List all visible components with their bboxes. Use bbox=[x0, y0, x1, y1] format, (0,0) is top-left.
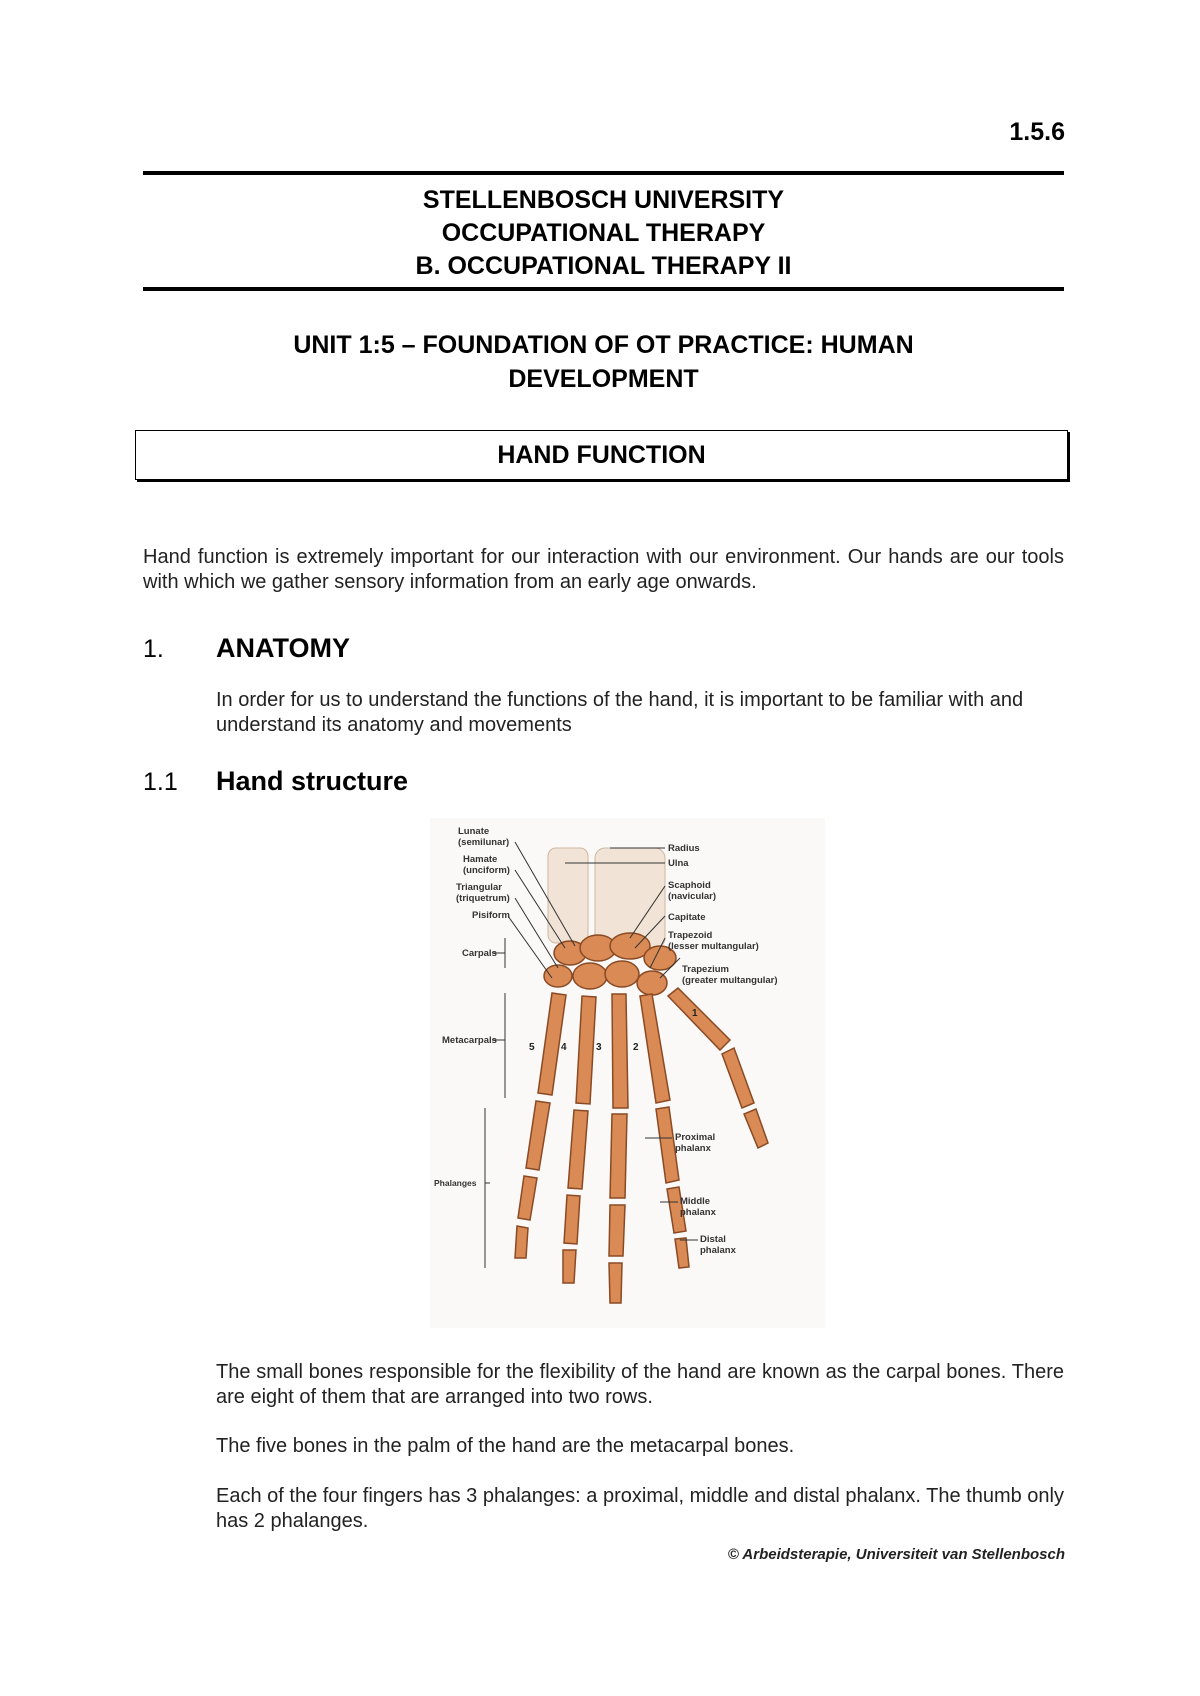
label-distal: Distal bbox=[700, 1234, 726, 1245]
section-title-box bbox=[135, 430, 1068, 480]
hand-skeleton-illustration bbox=[430, 818, 825, 1328]
label-triangular-alt: (triquetrum) bbox=[456, 893, 510, 904]
paragraph-carpal-bones: The small bones responsible for the flexibility of the hand are known as the carpal bones. There are eight of them that are arranged into two rows. bbox=[216, 1361, 1064, 1408]
label-metacarpals: Metacarpals bbox=[442, 1035, 497, 1046]
number-4: 4 bbox=[561, 1042, 567, 1053]
label-lunate: Lunate bbox=[458, 826, 490, 837]
anatomy-paragraph: In order for us to understand the functions of the hand, it is important to be familiar with and understand its anatomy and movements bbox=[216, 689, 1024, 736]
label-radius: Radius bbox=[668, 843, 700, 854]
label-scaphoid: Scaphoid bbox=[668, 880, 711, 891]
label-hamate: Hamate bbox=[463, 854, 498, 865]
section-1-1-title: Hand structure bbox=[216, 766, 409, 796]
label-hamate-alt: (unciform) bbox=[463, 865, 510, 876]
section-1-title: ANATOMY bbox=[216, 633, 350, 663]
number-2: 2 bbox=[633, 1042, 639, 1053]
intro-paragraph: Hand function is extremely important for our interaction with our environment. Our hands are our tools with which we gather sensory information from an early age onwards. bbox=[143, 546, 1064, 593]
paragraph-phalanges: Each of the four fingers has 3 phalanges: a proximal, middle and distal phalanx. The thumb only has 2 phalanges. bbox=[216, 1485, 1064, 1532]
label-middle: Middle bbox=[680, 1196, 711, 1207]
header-rule-top bbox=[143, 171, 1064, 175]
section-1-1-number: 1.1 bbox=[143, 768, 178, 796]
header-rule-bottom bbox=[143, 287, 1064, 291]
label-trapezium-alt: (greater multangular) bbox=[682, 975, 778, 986]
unit-title bbox=[143, 328, 1064, 396]
label-lunate-alt: (semilunar) bbox=[458, 837, 510, 848]
page-number: 1.5.6 bbox=[1009, 118, 1065, 146]
label-triangular: Triangular bbox=[456, 882, 502, 893]
institution-line-1: STELLENBOSCH UNIVERSITY bbox=[422, 186, 785, 214]
label-distal-phalanx: phalanx bbox=[700, 1245, 736, 1256]
label-ulna: Ulna bbox=[668, 858, 689, 869]
number-1: 1 bbox=[692, 1008, 698, 1019]
label-proximal-phalanx: phalanx bbox=[675, 1143, 711, 1154]
label-carpals: Carpals bbox=[462, 948, 497, 959]
label-pisiform: Pisiform bbox=[472, 910, 511, 921]
copyright-footer: © Arbeidsterapie, Universiteit van Stellenbosch bbox=[727, 1546, 1065, 1563]
institution-line-3: B. OCCUPATIONAL THERAPY II bbox=[415, 252, 792, 280]
number-3: 3 bbox=[596, 1042, 602, 1053]
unit-title-line-1: UNIT 1:5 – FOUNDATION OF OT PRACTICE: HUMAN bbox=[293, 331, 914, 359]
unit-title-line-2: DEVELOPMENT bbox=[508, 365, 699, 393]
hand-skeleton-figure bbox=[430, 818, 825, 1328]
number-5: 5 bbox=[529, 1042, 535, 1053]
section-title: HAND FUNCTION bbox=[497, 440, 706, 469]
label-trapezoid-alt: (lesser multangular) bbox=[668, 941, 759, 952]
institution-line-2: OCCUPATIONAL THERAPY bbox=[441, 219, 766, 247]
label-trapezoid: Trapezoid bbox=[668, 930, 713, 941]
label-scaphoid-alt: (navicular) bbox=[668, 891, 717, 902]
label-phalanges: Phalanges bbox=[434, 1178, 477, 1188]
label-capitate: Capitate bbox=[668, 912, 706, 923]
paragraph-metacarpal-bones: The five bones in the palm of the hand are the metacarpal bones. bbox=[216, 1435, 795, 1457]
label-middle-phalanx: phalanx bbox=[680, 1207, 716, 1218]
institution-header bbox=[143, 184, 1064, 283]
section-1-number: 1. bbox=[143, 635, 164, 663]
label-proximal: Proximal bbox=[675, 1132, 716, 1143]
label-trapezium: Trapezium bbox=[682, 964, 729, 975]
